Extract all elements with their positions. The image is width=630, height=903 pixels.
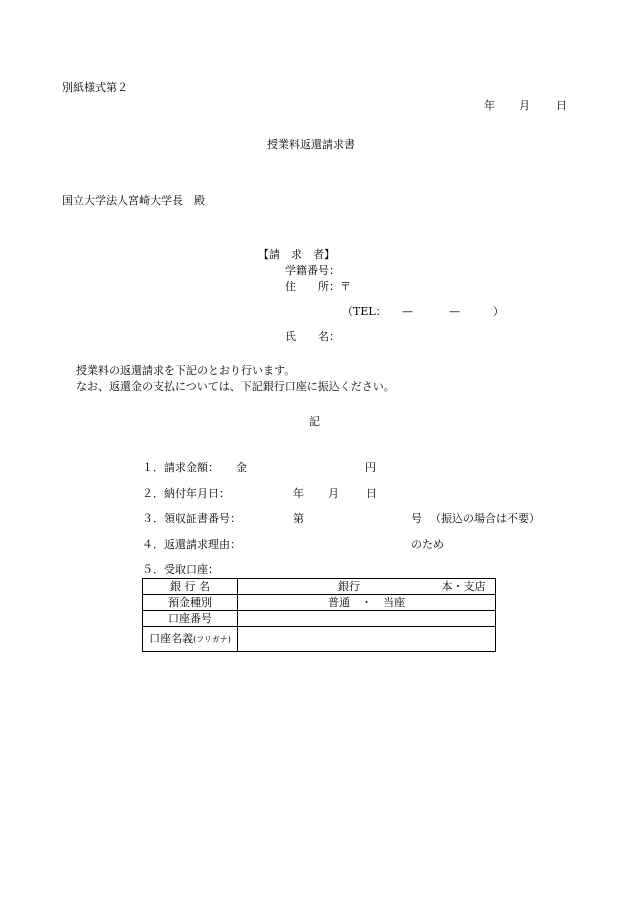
ki-label: 記 [309, 415, 320, 428]
date-month: 月 [519, 99, 530, 112]
date-year: 年 [484, 99, 495, 112]
receipt-label: ３．領収証書番号： [142, 512, 241, 525]
account-table [142, 578, 496, 652]
receipt-go: 号 [411, 512, 422, 525]
addressee: 国立大学法人宮崎大学長 殿 [62, 194, 205, 207]
reason-label: ４．返還請求理由： [142, 538, 241, 551]
receipt-dai: 第 [293, 512, 304, 525]
branch-suffix: 本・支店 [441, 580, 486, 593]
requester-heading: 【請 求 者】 [258, 248, 335, 261]
body-line-2: なお、返還金の支払については、下記銀行口座に振込ください。 [76, 380, 395, 393]
table-row [143, 579, 496, 595]
table-row [143, 595, 496, 611]
amount-kin: 金 [236, 461, 247, 474]
paid-date-month: 月 [328, 487, 339, 500]
bank-name-cell[interactable] [238, 579, 496, 595]
account-type-label: 預金種別 [143, 595, 238, 611]
account-holder-text: 口座名義 [149, 632, 194, 645]
account-holder-cell[interactable] [238, 627, 496, 652]
tel-dash-1: — [402, 305, 413, 318]
tel-open: （TEL： [342, 305, 387, 318]
name-label: 氏 名： [285, 330, 340, 343]
paid-date-year: 年 [293, 487, 304, 500]
paid-date-label: ２．納付年月日： [142, 487, 230, 500]
account-type-cell[interactable]: 普通 ・ 当座 [238, 595, 496, 611]
reason-tame: のため [411, 538, 444, 551]
tel-close: ） [493, 305, 504, 318]
account-holder-label [143, 627, 238, 652]
address-label: 住 所：〒 [285, 280, 351, 293]
amount-yen: 円 [365, 461, 376, 474]
account-label: ５．受取口座： [142, 563, 219, 576]
body-line-1: 授業料の返還請求を下記のとおり行います。 [76, 364, 296, 377]
table-row [143, 627, 496, 652]
amount-label: １．請求金額： [142, 461, 219, 474]
table-row [143, 611, 496, 627]
form-number: 別紙様式第２ [62, 81, 128, 94]
bank-name-label: 銀 行 名 [143, 579, 238, 595]
receipt-note: （振込の場合は不要） [430, 512, 540, 525]
paid-date-day: 日 [366, 487, 377, 500]
tel-dash-2: — [449, 305, 460, 318]
account-number-label: 口座番号 [143, 611, 238, 627]
account-number-cell[interactable] [238, 611, 496, 627]
student-number-label: 学籍番号： [285, 264, 340, 277]
account-holder-kana: (フリガナ) [193, 635, 231, 644]
document-title: 授業料返還請求書 [267, 138, 355, 151]
bank-suffix: 銀行 [338, 580, 360, 593]
date-day: 日 [556, 99, 567, 112]
